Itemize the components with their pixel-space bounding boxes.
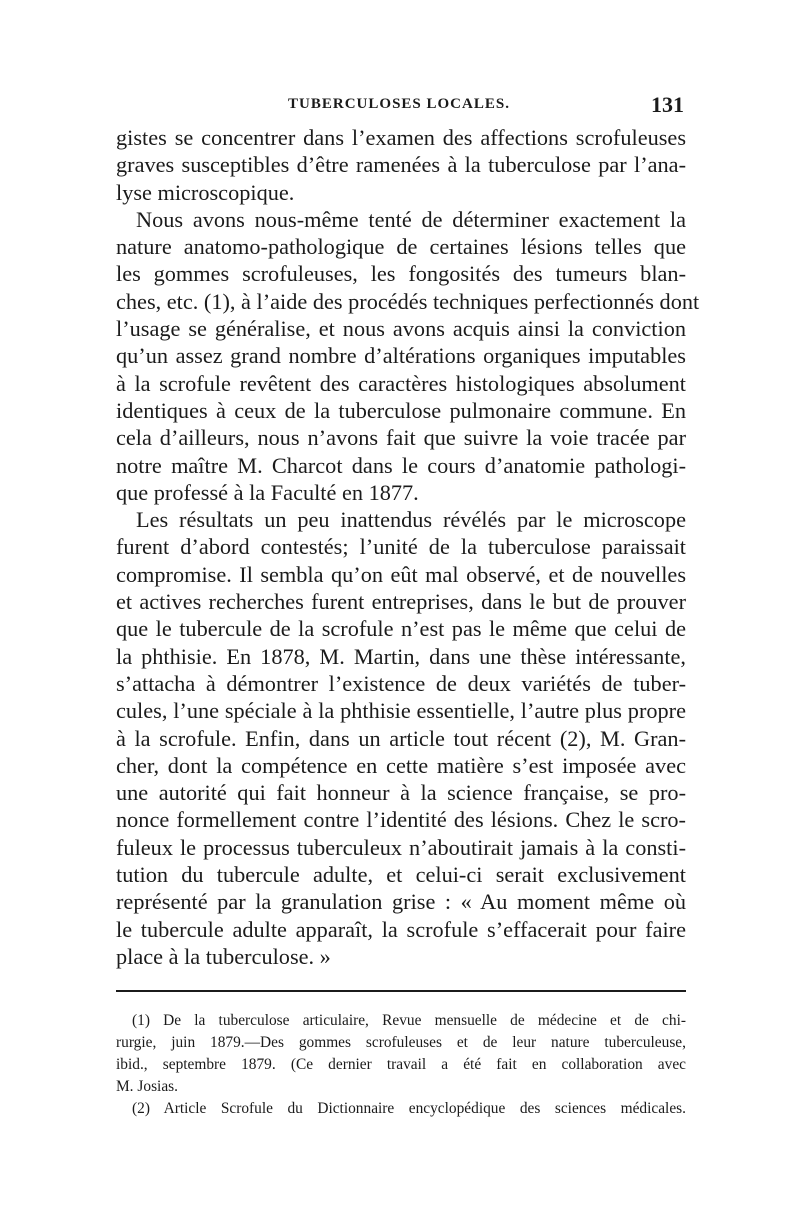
text-line: que professé à la Faculté en 1877. [116, 479, 419, 505]
text-line: cules, l’une spéciale à la phthisie essentielle, l’autre plus propre [116, 698, 686, 724]
text-line: cher, dont la compétence en cette matière s’est imposée avec [116, 752, 686, 778]
text-line: lyse microscopique. [116, 179, 295, 205]
text-line: compromise. Il sembla qu’on eût mal observé, et de nouvelles [116, 561, 686, 587]
footnote-line: ibid., septembre 1879. (Ce dernier travail a été fait en collaboration avec [116, 1056, 686, 1073]
footnote-line: (2) Article Scrofule du Dictionnaire encyclopédique des sciences médicales. [132, 1100, 686, 1117]
text-line: cela d’ailleurs, nous n’avons fait que suivre la voie tracée par [116, 425, 686, 451]
footnotes [116, 1010, 686, 1120]
running-head [114, 92, 684, 122]
text-line: tution du tubercule adulte, et celui-ci serait exclusivement [116, 862, 686, 888]
text-line: les gommes scrofuleuses, les fongosités des tumeurs blan- [116, 261, 686, 287]
text-line: la phthisie. En 1878, M. Martin, dans une thèse intéressante, [116, 643, 686, 669]
text-line: représenté par la granulation grise : « Au moment même où [116, 889, 686, 915]
page-number: 131 [651, 92, 684, 117]
text-line: gistes se concentrer dans l’examen des affections scrofuleuses [116, 125, 686, 150]
text-line: Les résultats un peu inattendus révélés par le microscope [136, 507, 686, 533]
text-line: que le tubercule de la scrofule n’est pas le même que celui de [116, 616, 686, 642]
text-line: Nous avons nous-même tenté de déterminer exactement la [136, 206, 686, 232]
text-line: à la scrofule revêtent des caractères histologiques absolument [116, 370, 686, 396]
text-line: l’usage se généralise, et nous avons acquis ainsi la conviction [116, 316, 686, 342]
text-line: fuleux le processus tuberculeux n’aboutirait jamais à la consti- [116, 834, 686, 860]
text-line: nonce formellement contre l’identité des lésions. Chez le scro- [116, 807, 686, 833]
footnote-line: M. Josias. [116, 1078, 178, 1095]
text-line: le tubercule adulte apparaît, la scrofule s’effacerait pour faire [116, 916, 686, 942]
footnote-line: (1) De la tuberculose articulaire, Revue mensuelle de médecine et de chi- [132, 1012, 686, 1029]
text-line: qu’un assez grand nombre d’altérations organiques imputables [116, 343, 686, 369]
text-line: place à la tuberculose. » [116, 943, 331, 969]
footnote-line: rurgie, juin 1879.—Des gommes scrofuleuses et de leur nature tuberculeuse, [116, 1034, 686, 1051]
text-line: s’attacha à démontrer l’existence de deux variétés de tuber- [116, 670, 686, 696]
text-line: identiques à ceux de la tuberculose pulmonaire commune. En [116, 397, 686, 423]
text-line: une autorité qui fait honneur à la science française, se pro- [116, 780, 686, 806]
footnote-rule [116, 990, 686, 992]
text-line: furent d’abord contestés; l’unité de la tuberculose paraissait [116, 534, 686, 560]
text-line: notre maître M. Charcot dans le cours d’anatomie pathologi- [116, 452, 686, 478]
text-line: graves susceptibles d’être ramenées à la tuberculose par l’ana- [116, 152, 686, 178]
text-line: et actives recherches furent entreprises, dans le but de prouver [116, 589, 686, 615]
text-line: à la scrofule. Enfin, dans un article tout récent (2), M. Gran- [116, 725, 686, 751]
running-title: TUBERCULOSES LOCALES. [288, 96, 510, 112]
text-line: nature anatomo-pathologique de certaines lésions telles que [116, 234, 686, 260]
body-text [116, 124, 700, 970]
text-line: ches, etc. (1), à l’aide des procédés techniques perfectionnés dont [116, 288, 700, 314]
